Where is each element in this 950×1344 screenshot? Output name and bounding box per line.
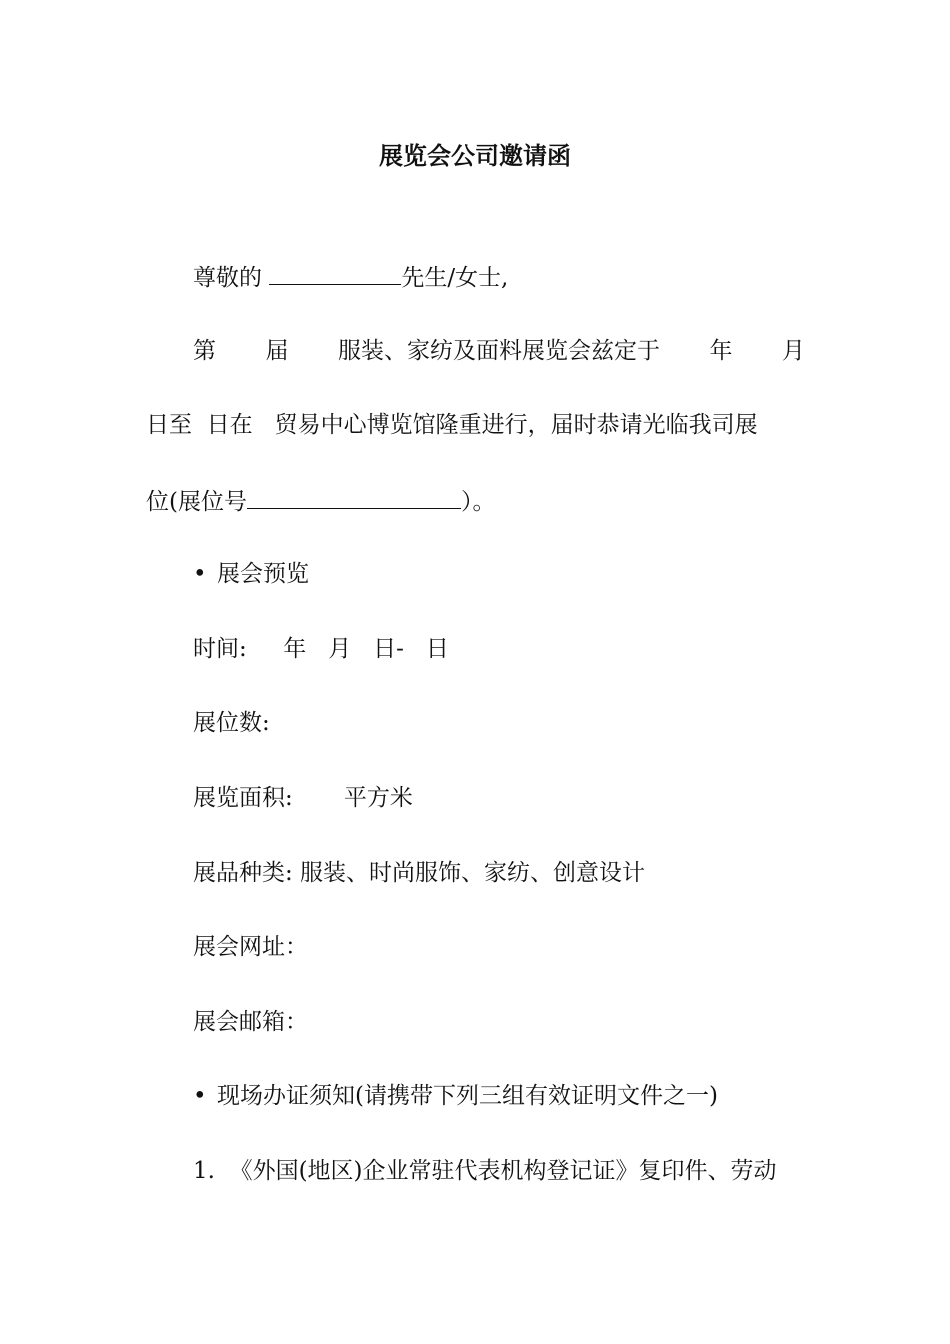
intro-venue-text: 贸易中心博览馆隆重进行，届时恭请光临我司展 [274,412,758,438]
booth-count-line: 展位数: [193,710,270,736]
website-line: 展会网址： [193,934,308,960]
salutation-prefix: 尊敬的 [193,265,262,291]
intro-line-3 [146,484,495,518]
categories-line: 展品种类: 服装、时尚服饰、家纺、创意设计 [193,860,646,886]
bullet-icon: • [193,561,207,587]
email-line: 展会邮箱： [193,1009,308,1035]
document-title: 展览会公司邀请函 [379,141,571,170]
salutation-line [193,260,508,294]
booth-number-prefix: 位(展位号 [146,489,247,515]
section-registration-title: 现场办证须知(请携带下列三组有效证明文件之一) [217,1083,718,1109]
intro-exhibition-name: 服装、家纺及面料展览会兹定于 [338,338,660,364]
intro-edition-suffix: 届 [265,338,289,364]
booth-number-blank [247,484,461,509]
list-item-1: 1. 《外国(地区)企业常驻代表机构登记证》复印件、劳动 [193,1158,777,1184]
name-blank [269,260,401,285]
bullet-icon: • [193,1083,207,1109]
section-preview-heading [193,558,309,590]
intro-edition-prefix: 第 [193,338,216,364]
intro-day-to: 日在 [206,412,253,438]
booth-number-suffix: ）。 [460,489,496,515]
section-registration-heading [193,1080,718,1112]
intro-year: 年 [709,338,733,364]
salutation-suffix: 先生/女士, [401,265,509,291]
intro-day-from: 日至 [146,412,192,438]
area-line: 展览面积: 平方米 [193,785,413,811]
intro-line-1 [193,335,805,367]
intro-month: 月 [782,338,805,364]
intro-line-2 [146,409,758,441]
time-line: 时间: 年 月 日- 日 [193,636,449,662]
section-preview-title: 展会预览 [217,561,309,587]
